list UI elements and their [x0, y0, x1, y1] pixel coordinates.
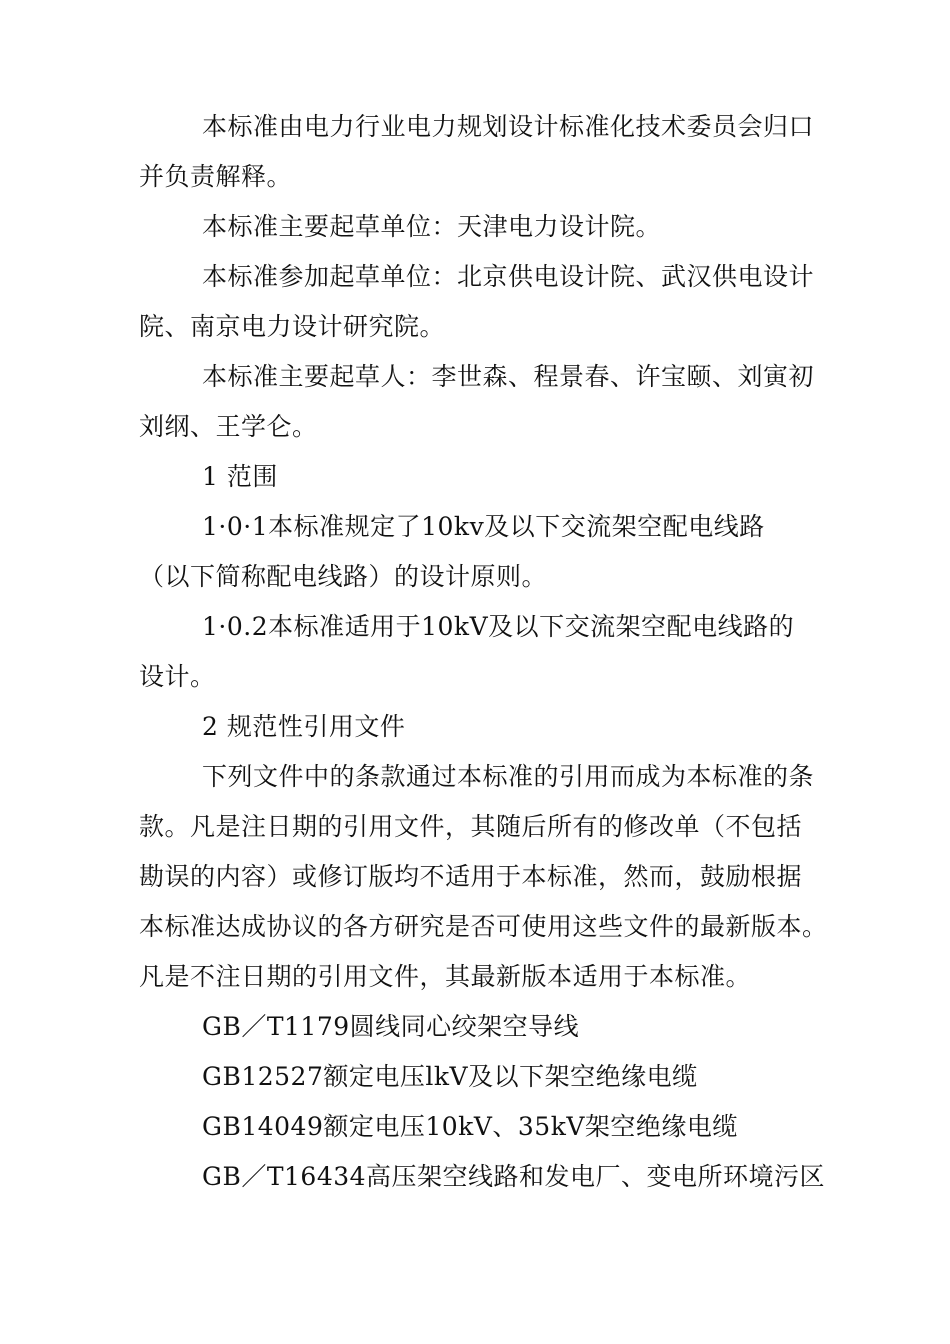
text-line: 本标准主要起草人：李世森、程景春、许宝颐、刘寅初: [202, 362, 815, 391]
text-line: 款。凡是注日期的引用文件，其随后所有的修改单（不包括: [139, 812, 803, 841]
text-line: 1·0·1本标准规定了10kv及以下交流架空配电线路: [202, 512, 765, 541]
text-line: 本标准参加起草单位：北京供电设计院、武汉供电设计: [202, 262, 815, 291]
reference-item: GB／T16434高压架空线路和发电厂、变电所环境污区: [202, 1162, 826, 1191]
reference-item: GB14049额定电压10kV、35kV架空绝缘电缆: [202, 1112, 738, 1141]
section-heading: 2 规范性引用文件: [202, 712, 406, 741]
text-line: 刘纲、王学仑。: [139, 412, 318, 441]
reference-item: GB／T1179圆线同心绞架空导线: [202, 1012, 580, 1041]
text-line: 本标准主要起草单位：天津电力设计院。: [202, 212, 662, 241]
text-line: 本标准达成协议的各方研究是否可使用这些文件的最新版本。: [139, 912, 828, 941]
text-line: 院、南京电力设计研究院。: [139, 312, 446, 341]
text-line: 本标准由电力行业电力规划设计标准化技术委员会归口: [202, 112, 815, 141]
text-line: 1·0.2本标准适用于10kV及以下交流架空配电线路的: [202, 612, 795, 641]
text-line: 下列文件中的条款通过本标准的引用而成为本标准的条: [202, 762, 815, 791]
text-line: 凡是不注日期的引用文件，其最新版本适用于本标准。: [139, 962, 752, 991]
reference-item: GB12527额定电压lkV及以下架空绝缘电缆: [202, 1062, 698, 1091]
text-line: 并负责解释。: [139, 162, 293, 191]
text-line: （以下简称配电线路）的设计原则。: [139, 562, 548, 591]
text-line: 勘误的内容）或修订版均不适用于本标准，然而，鼓励根据: [139, 862, 803, 891]
section-heading: 1 范围: [202, 462, 278, 491]
text-line: 设计。: [139, 662, 216, 691]
